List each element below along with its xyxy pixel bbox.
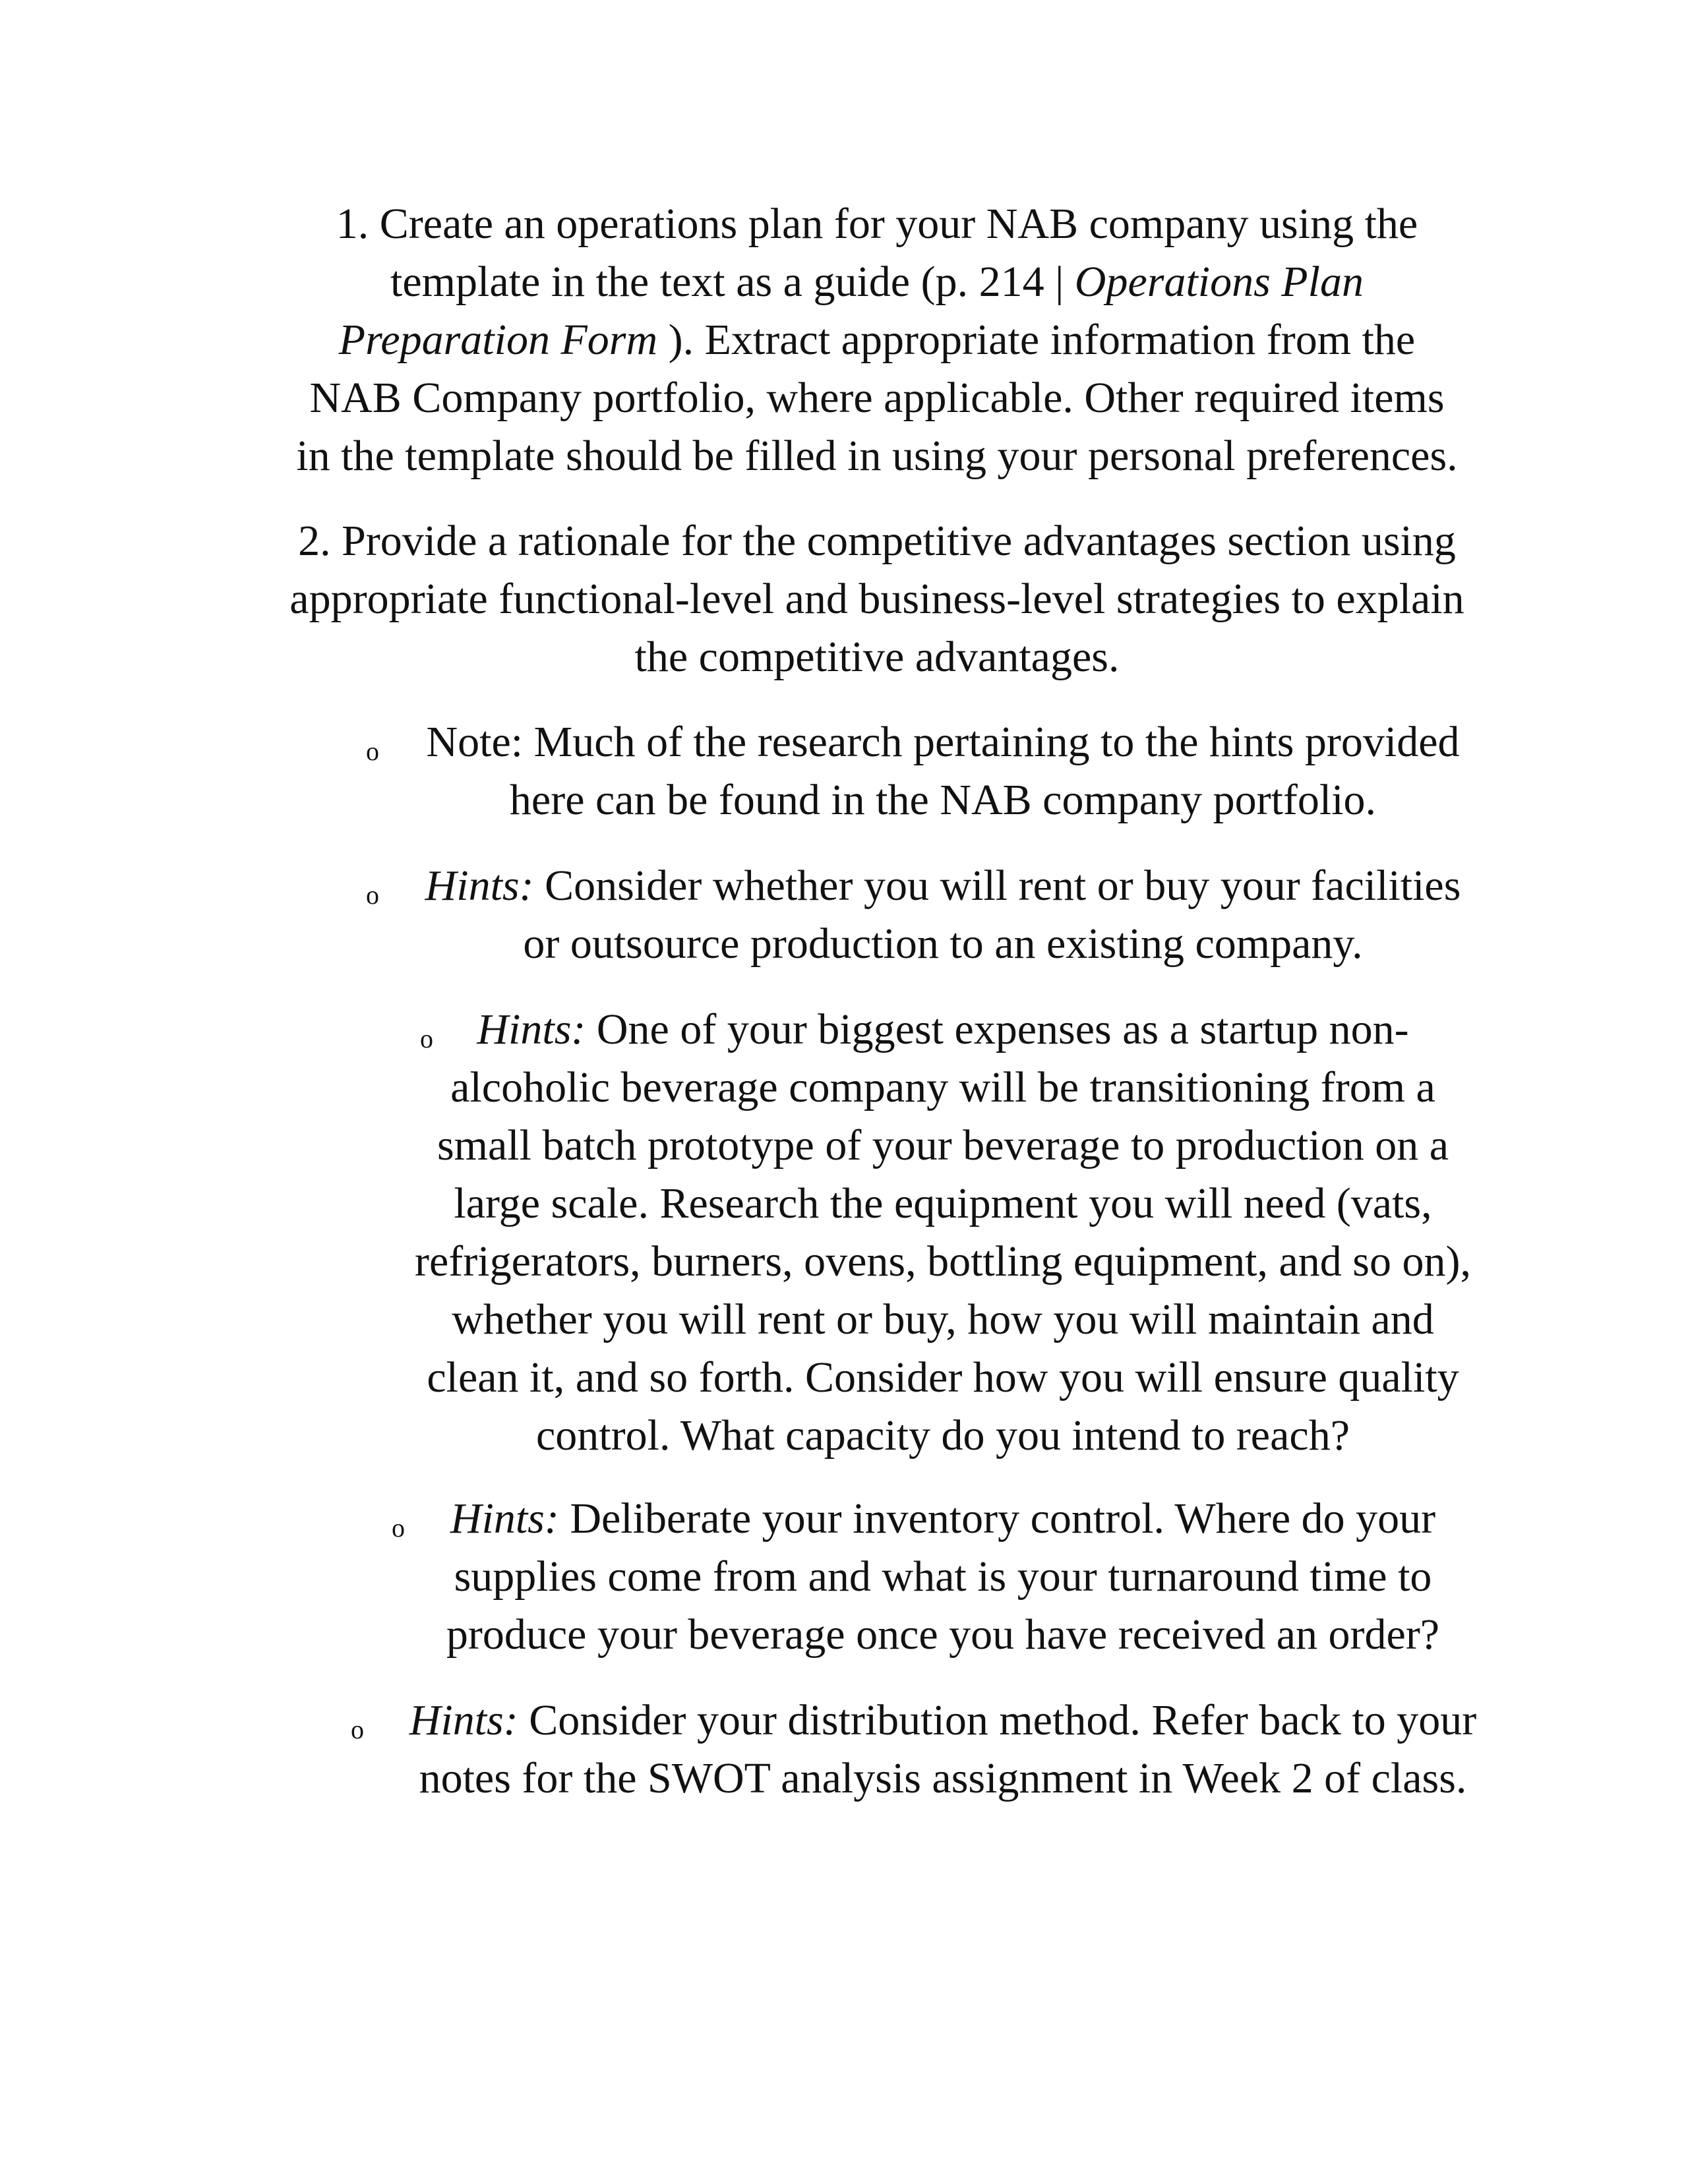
hint-equipment-line-5: refrigerators, burners, ovens, bottling equipment, and so on), <box>415 1237 1471 1285</box>
hint-distribution-text-1: Consider your distribution method. Refer back to your <box>518 1696 1477 1744</box>
hint-equipment-text-1: One of your biggest expenses as a startup non- <box>586 1005 1409 1053</box>
hint-distribution-line-2: notes for the SWOT analysis assignment in Week 2 of class. <box>419 1754 1467 1802</box>
list-item-2-line-3: the competitive advantages. <box>634 633 1120 681</box>
sub-item-hint-equipment <box>396 1001 1490 1465</box>
list-number-1: 1. <box>336 200 369 248</box>
list-item-1-text-2a: template in the text as a guide (p. 214 | <box>390 258 1075 306</box>
bullet-circle-icon: o <box>351 1715 364 1744</box>
list-item-1-text-3b: ). Extract appropriate information from the <box>657 316 1416 364</box>
list-number-2: 2. <box>298 517 331 565</box>
sub-item-hint-distribution <box>396 1692 1490 1808</box>
sub-item-note-line-1: Note: Much of the research pertaining to the hints provided <box>426 718 1460 766</box>
list-item-1-line-2 <box>284 253 1470 311</box>
operations-plan-title: Operations Plan <box>1074 258 1364 306</box>
hint-inventory-line-3: produce your beverage once you have received an order? <box>446 1610 1440 1659</box>
list-item-1-line-5: in the template should be filled in using your personal preferences. <box>296 432 1458 480</box>
list-item-2-line-2: appropriate functional-level and business-level strategies to explain <box>289 575 1464 623</box>
hint-equipment-line-6: whether you will rent or buy, how you will maintain and <box>452 1295 1434 1343</box>
hint-equipment-line-3: small batch prototype of your beverage to production on a <box>437 1121 1449 1169</box>
list-item-1-line-4: NAB Company portfolio, where applicable. Other required items <box>309 374 1445 422</box>
hint-label: Hints: <box>409 1696 518 1744</box>
list-item-2-text-1: Provide a rationale for the competitive advantages section using <box>342 517 1456 565</box>
hint-equipment-line-2: alcoholic beverage company will be transitioning from a <box>450 1063 1435 1111</box>
hint-equipment-line-8: control. What capacity do you intend to reach? <box>536 1411 1350 1460</box>
sub-item-hint-inventory <box>396 1490 1490 1664</box>
list-item-1-text-1: Create an operations plan for your NAB company using the <box>379 200 1418 248</box>
hint-label: Hints: <box>450 1494 559 1543</box>
bullet-circle-icon: o <box>392 1513 405 1543</box>
hint-equipment-line-1 <box>396 1001 1490 1059</box>
hint-inventory-text-1: Deliberate your inventory control. Where do your <box>558 1494 1436 1543</box>
sub-item-note <box>396 713 1490 829</box>
hint-label: Hints: <box>425 862 534 910</box>
hint-facilities-line-2: or outsource production to an existing company. <box>523 920 1363 968</box>
hint-equipment-line-7: clean it, and so forth. Consider how you will ensure quality <box>427 1353 1459 1402</box>
preparation-form-title: Preparation Form <box>338 316 658 364</box>
list-item-2 <box>264 512 1490 686</box>
hint-facilities-text-1: Consider whether you will rent or buy your facilities <box>533 862 1461 910</box>
hint-inventory-line-2: supplies come from and what is your turnaround time to <box>454 1552 1432 1601</box>
list-item-1-line-1 <box>284 195 1470 253</box>
sub-item-hint-facilities <box>396 857 1490 973</box>
list-item-1 <box>284 195 1470 485</box>
hint-label: Hints: <box>477 1005 586 1053</box>
bullet-circle-icon: o <box>366 880 379 910</box>
list-item-1-line-3 <box>284 311 1470 369</box>
hint-inventory-line-1 <box>396 1490 1490 1548</box>
sub-item-note-line-2: here can be found in the NAB company portfolio. <box>509 776 1377 824</box>
hint-equipment-line-4: large scale. Research the equipment you will need (vats, <box>454 1179 1432 1227</box>
hint-facilities-line-1 <box>396 857 1490 915</box>
bullet-circle-icon: o <box>366 736 379 766</box>
hint-distribution-line-1 <box>396 1692 1490 1750</box>
bullet-circle-icon: o <box>420 1024 433 1053</box>
list-item-2-line-1 <box>264 512 1490 570</box>
